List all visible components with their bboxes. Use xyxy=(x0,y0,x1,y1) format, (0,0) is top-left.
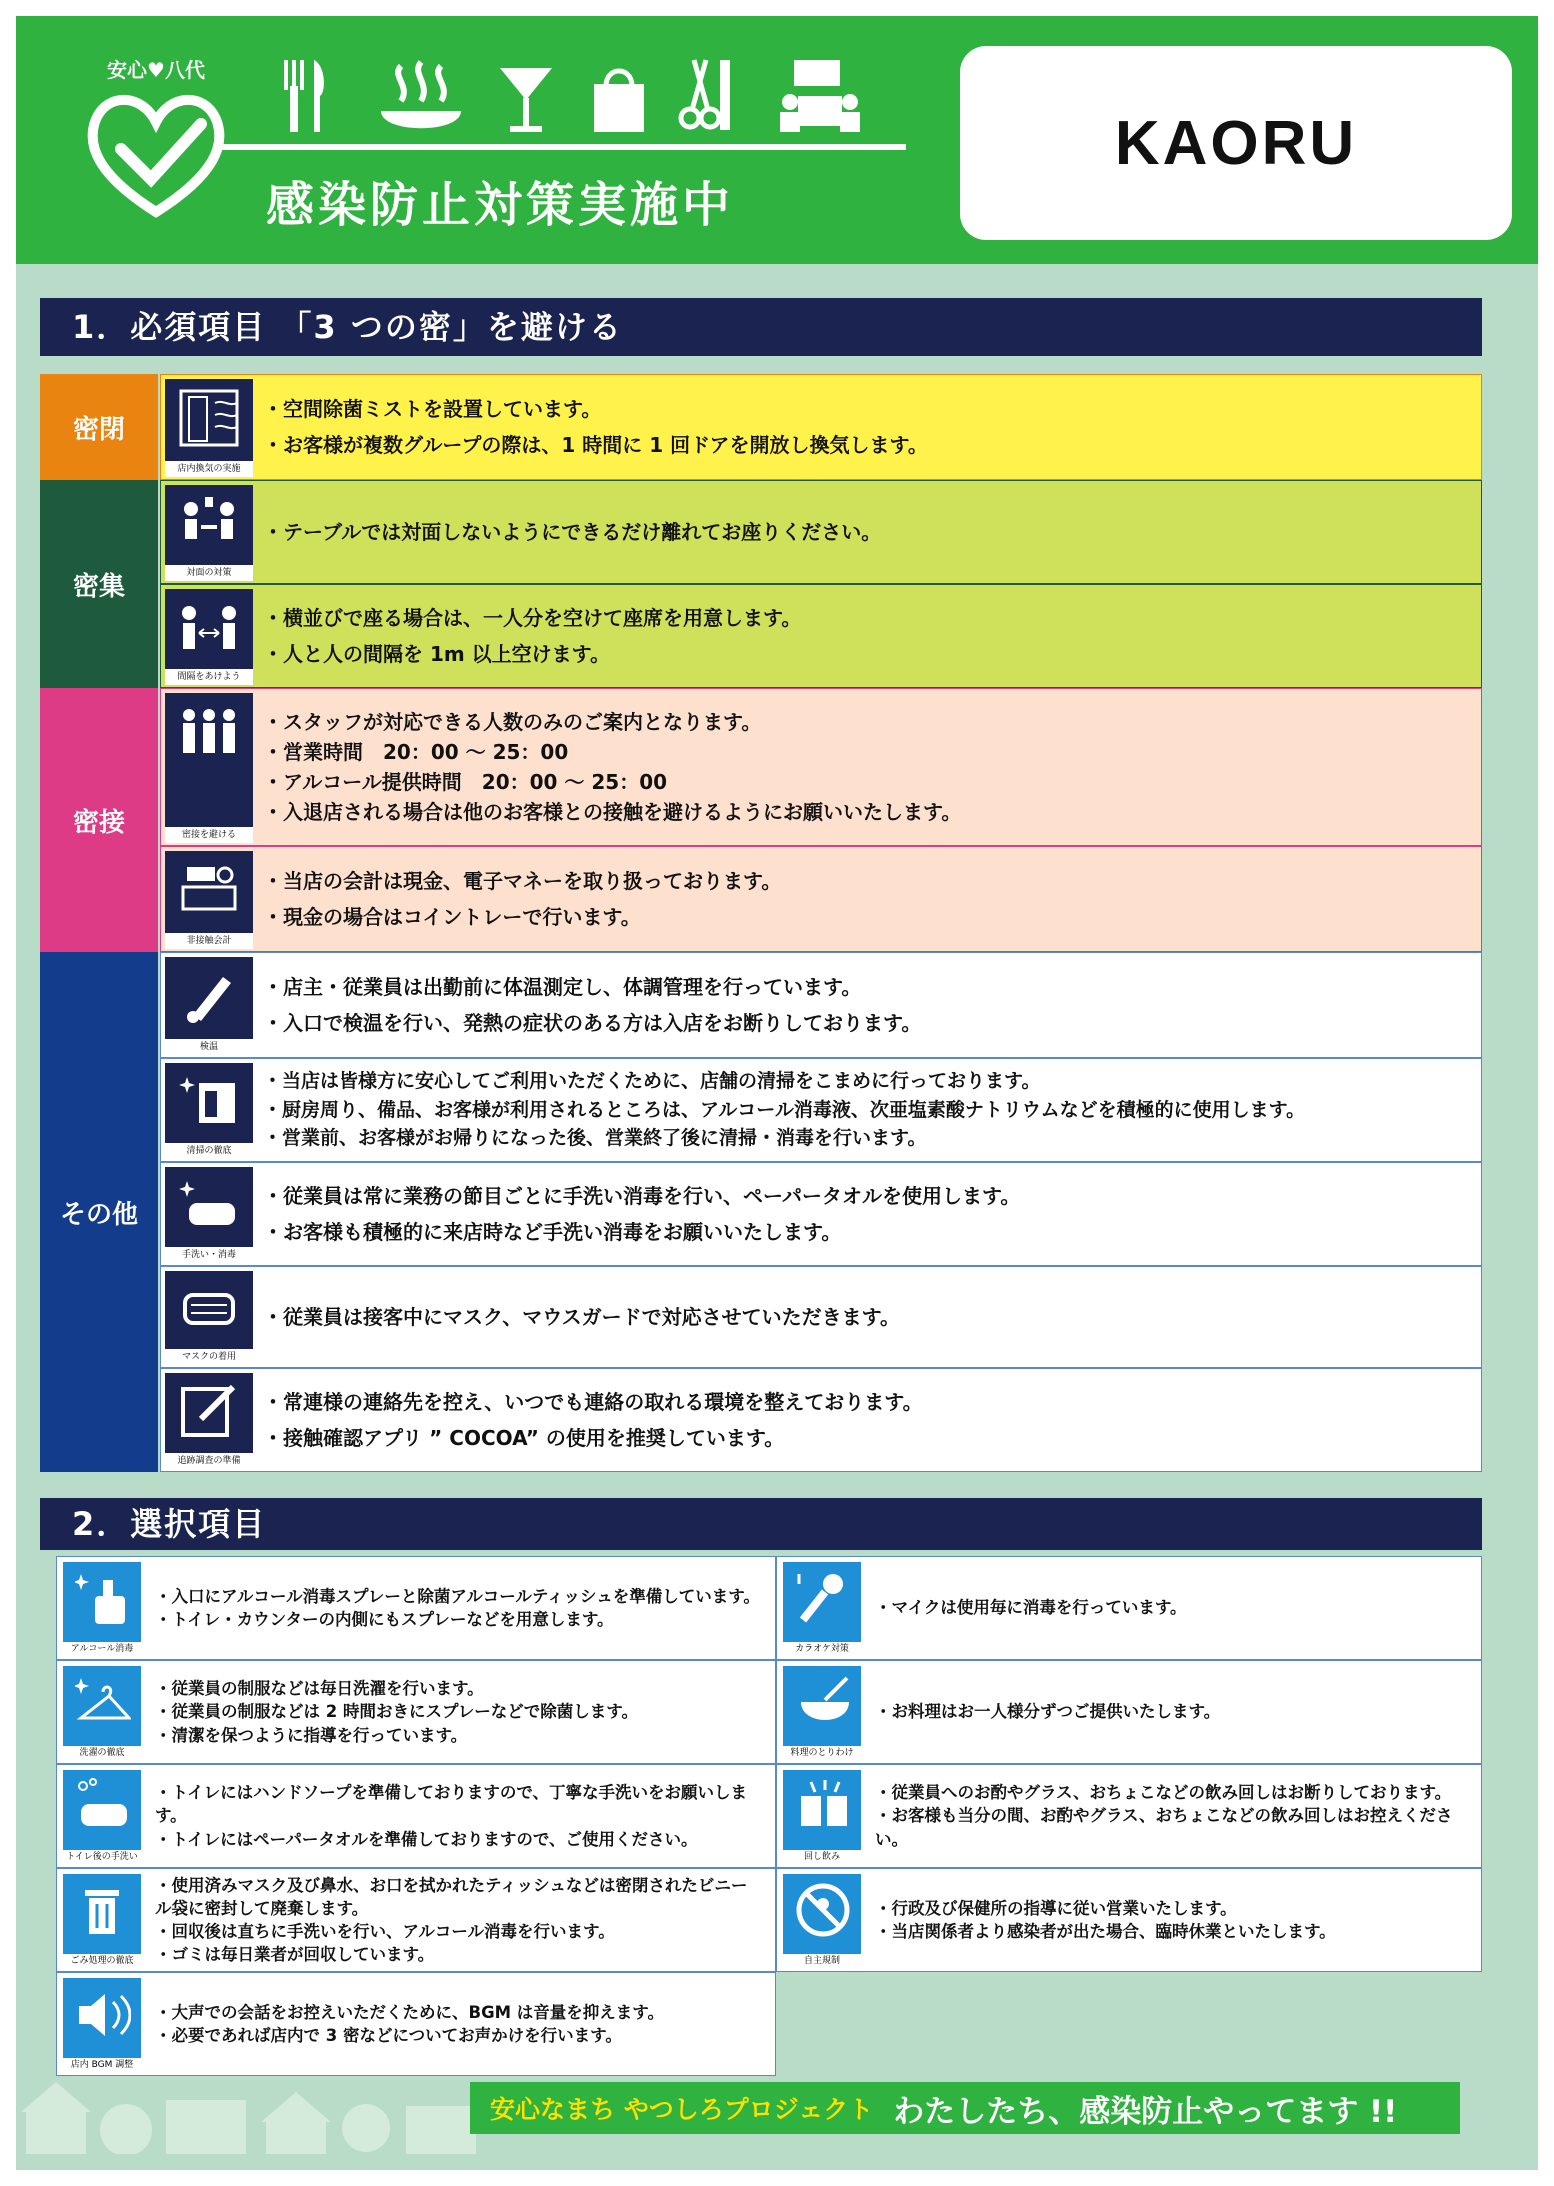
row-line: ・当店の会計は現金、電子マネーを取り扱っております。 xyxy=(263,869,782,893)
shop-name-box xyxy=(960,46,1512,240)
section1-row xyxy=(160,480,1482,584)
bowl-icon xyxy=(783,1666,861,1758)
logo xyxy=(76,54,236,224)
section1-title: 1．必須項目 「3 つの密」を避ける xyxy=(40,298,1482,356)
row-text xyxy=(253,388,928,466)
row-line: ・横並びで座る場合は、一人分を空けて座席を用意します。 xyxy=(263,606,802,630)
cleaning-icon xyxy=(165,1063,253,1157)
option-line: ・入口にアルコール消毒スプレーと除菌アルコールティッシュを準備しています。 xyxy=(155,1586,760,1606)
section1-row xyxy=(160,952,1482,1058)
sanitizer-icon xyxy=(63,1562,141,1654)
picto-caption: 洗濯の徹底 xyxy=(63,1746,141,1760)
picto-caption: 追跡調査の準備 xyxy=(165,1453,253,1469)
project-name: 安心なまち やつしろプロジェクト xyxy=(490,2095,874,2124)
option-line: ・従業員の制服などは毎日洗濯を行います。 xyxy=(155,1679,484,1699)
row-line: ・常連様の連絡先を控え、いつでも連絡の取れる環境を整えております。 xyxy=(263,1390,923,1414)
option-line: ・お客様も当分の間、お酌やグラス、おちょこなどの飲み回しはお控えください。 xyxy=(875,1806,1453,1849)
option-line: ・トイレ・カウンターの内側にもスプレーなどを用意します。 xyxy=(155,1610,614,1629)
divider xyxy=(216,144,906,150)
row-line: ・テーブルでは対面しないようにできるだけ離れてお座りください。 xyxy=(263,520,882,544)
option-text xyxy=(861,1781,1467,1850)
meeting-icon xyxy=(776,56,866,136)
option-item xyxy=(56,1972,776,2076)
picto-caption: 清掃の徹底 xyxy=(165,1143,253,1159)
option-item xyxy=(776,1868,1482,1972)
row-text xyxy=(253,707,961,827)
category-misshu: 密集 xyxy=(40,480,158,688)
footer-banner xyxy=(470,2082,1460,2134)
mask-icon xyxy=(165,1271,253,1363)
option-text xyxy=(141,1677,761,1746)
row-line: ・空間除菌ミストを設置しています。 xyxy=(263,397,602,421)
hand-wash-icon xyxy=(165,1167,253,1261)
face-to-face-icon xyxy=(165,485,253,579)
section1-row xyxy=(160,846,1482,952)
row-line: ・人と人の間隔を 1m 以上空けます。 xyxy=(263,642,611,666)
row-text xyxy=(253,860,781,938)
logo-text: 安心♥八代 xyxy=(107,58,205,82)
shop-name: KAORU xyxy=(1114,108,1358,178)
row-text xyxy=(253,1175,1020,1253)
option-line: ・従業員へのお酌やグラス、おちょこなどの飲み回しはお断りしております。 xyxy=(875,1783,1452,1803)
option-text xyxy=(141,1781,761,1850)
option-line: ・行政及び保健所の指導に従い営業いたします。 xyxy=(875,1898,1237,1918)
trash-icon xyxy=(63,1874,141,1966)
section1-row xyxy=(160,1266,1482,1368)
row-line: ・入口で検温を行い、発熱の症状のある方は入店をお断りしております。 xyxy=(263,1011,922,1035)
option-item xyxy=(776,1556,1482,1660)
option-line: ・当店関係者より感染者が出た場合、臨時休業といたします。 xyxy=(875,1922,1336,1941)
row-line: ・現金の場合はコイントレーで行います。 xyxy=(263,905,641,929)
picto-caption: 対面の対策 xyxy=(165,565,253,581)
picto-caption: 間隔をあけよう xyxy=(165,669,253,685)
row-line: ・厨房周り、備品、お客様が利用されるところは、アルコール消毒液、次亜塩素酸ナトリウムなどを積極的に使用します。 xyxy=(263,1098,1306,1121)
picto-caption: ごみ処理の徹底 xyxy=(63,1954,141,1968)
section1-row xyxy=(160,1058,1482,1162)
option-line: ・トイレにはペーパータオルを準備しておりますので、ご使用ください。 xyxy=(155,1829,698,1849)
row-line: ・店主・従業員は出勤前に体温測定し、体調管理を行っています。 xyxy=(263,975,862,999)
picto-caption: アルコール消毒 xyxy=(63,1642,141,1656)
hanger-icon xyxy=(63,1666,141,1758)
option-item xyxy=(56,1660,776,1764)
facility-icons xyxy=(266,56,906,156)
category-missetsu: 密接 xyxy=(40,688,158,952)
row-line: ・入退店される場合は他のお客様との接触を避けるようにお願いいたします。 xyxy=(263,800,962,824)
option-line: ・大声での会話をお控えいただくために、BGM は音量を抑えます。 xyxy=(155,2002,664,2022)
microphone-icon xyxy=(783,1562,861,1654)
shopping-bag-icon xyxy=(586,56,656,136)
picto-caption: 手洗い・消毒 xyxy=(165,1247,253,1263)
option-line: ・マイクは使用毎に消毒を行っています。 xyxy=(875,1598,1187,1618)
picto-caption: 店内 BGM 調整 xyxy=(63,2058,141,2072)
option-text xyxy=(141,2001,761,2047)
option-line: ・トイレにはハンドソープを準備しておりますので、丁寧な手洗いをお願いします。 xyxy=(155,1783,748,1826)
picto-caption: 回し飲み xyxy=(783,1850,861,1864)
heart-check-icon xyxy=(76,84,236,224)
crowd-icon xyxy=(165,693,253,841)
soap-icon xyxy=(63,1770,141,1862)
row-text xyxy=(253,597,801,675)
category-mippei: 密閉 xyxy=(40,374,158,480)
hot-spring-icon xyxy=(376,56,466,136)
page-title: 感染防止対策実施中 xyxy=(266,177,735,233)
row-line: ・接触確認アプリ ” COCOA” の使用を推奨しています。 xyxy=(263,1426,785,1450)
no-entry-icon xyxy=(783,1874,861,1966)
beer-icon xyxy=(783,1770,861,1862)
row-line: ・スタッフが対応できる人数のみのご案内となります。 xyxy=(263,710,762,734)
thermometer-icon xyxy=(165,957,253,1053)
row-text xyxy=(253,966,921,1044)
picto-caption: 店内換気の実施 xyxy=(165,461,253,477)
row-text xyxy=(253,1296,900,1338)
header xyxy=(16,16,1538,264)
fork-knife-icon xyxy=(280,56,330,136)
category-other: その他 xyxy=(40,952,158,1472)
option-text xyxy=(141,1585,761,1631)
picto-caption: 密接を避ける xyxy=(165,827,253,843)
option-item xyxy=(776,1764,1482,1868)
option-text xyxy=(861,1596,1467,1619)
speaker-icon xyxy=(63,1978,141,2070)
section1-row xyxy=(160,1162,1482,1266)
row-line: ・従業員は接客中にマスク、マウスガードで対応させていただきます。 xyxy=(263,1305,900,1329)
row-line: ・従業員は常に業務の節目ごとに手洗い消毒を行い、ペーパータオルを使用します。 xyxy=(263,1184,1021,1208)
picto-caption: カラオケ対策 xyxy=(783,1642,861,1656)
option-line: ・使用済みマスク及び鼻水、お口を拭かれたティッシュなどは密閉されたビニール袋に密封して廃棄します。 xyxy=(155,1875,748,1918)
picto-caption: 自主規制 xyxy=(783,1954,861,1968)
row-line: ・お客様が複数グループの際は、1 時間に 1 回ドアを開放し換気します。 xyxy=(263,433,928,457)
row-text xyxy=(253,1381,923,1459)
notebook-icon xyxy=(165,1373,253,1467)
row-text xyxy=(253,511,881,553)
section1-row xyxy=(160,584,1482,688)
section1-row xyxy=(160,688,1482,846)
row-line: ・お客様も積極的に来店時など手洗い消毒をお願いいたします。 xyxy=(263,1220,842,1244)
distance-icon xyxy=(165,589,253,683)
picto-caption: 料理のとりわけ xyxy=(783,1746,861,1760)
picto-caption: マスクの着用 xyxy=(165,1349,253,1365)
section2-title: 2．選択項目 xyxy=(40,1498,1482,1550)
row-line: ・営業前、お客様がお帰りになった後、営業終了後に清掃・消毒を行います。 xyxy=(263,1127,927,1150)
option-line: ・お料理はお一人様分ずつご提供いたします。 xyxy=(875,1702,1221,1722)
ventilation-icon xyxy=(165,379,253,475)
option-item xyxy=(776,1660,1482,1764)
option-text xyxy=(861,1897,1467,1943)
option-text xyxy=(141,1874,761,1966)
picto-caption: 検温 xyxy=(165,1039,253,1055)
option-item xyxy=(56,1556,776,1660)
option-line: ・ゴミは毎日業者が回収しています。 xyxy=(155,1945,435,1965)
option-item xyxy=(56,1868,776,1972)
option-line: ・従業員の制服などは 2 時間おきにスプレーなどで除菌します。 xyxy=(155,1702,638,1722)
section1-row xyxy=(160,1368,1482,1472)
row-line: ・アルコール提供時間 20：00 ～ 25：00 xyxy=(263,770,668,794)
section1-row xyxy=(160,374,1482,480)
row-line: ・営業時間 20：00 ～ 25：00 xyxy=(263,740,569,764)
picto-caption: トイレ後の手洗い xyxy=(63,1850,141,1864)
scissors-comb-icon xyxy=(676,56,746,136)
option-item xyxy=(56,1764,776,1868)
option-text xyxy=(861,1700,1467,1723)
option-line: ・必要であれば店内で 3 密などについてお声かけを行います。 xyxy=(155,2026,622,2045)
picto-caption: 非接触会計 xyxy=(165,933,253,949)
option-line: ・清潔を保つように指導を行っています。 xyxy=(155,1725,468,1745)
option-line: ・回収後は直ちに手洗いを行い、アルコール消毒を行います。 xyxy=(155,1922,615,1941)
cocktail-icon xyxy=(496,56,556,136)
row-text xyxy=(253,1067,1305,1153)
cashless-icon xyxy=(165,851,253,947)
slogan: わたしたち、感染防止やってます !! xyxy=(893,2093,1398,2130)
row-line: ・当店は皆様方に安心してご利用いただくために、店舗の清掃をこまめに行っております。 xyxy=(263,1070,1041,1093)
